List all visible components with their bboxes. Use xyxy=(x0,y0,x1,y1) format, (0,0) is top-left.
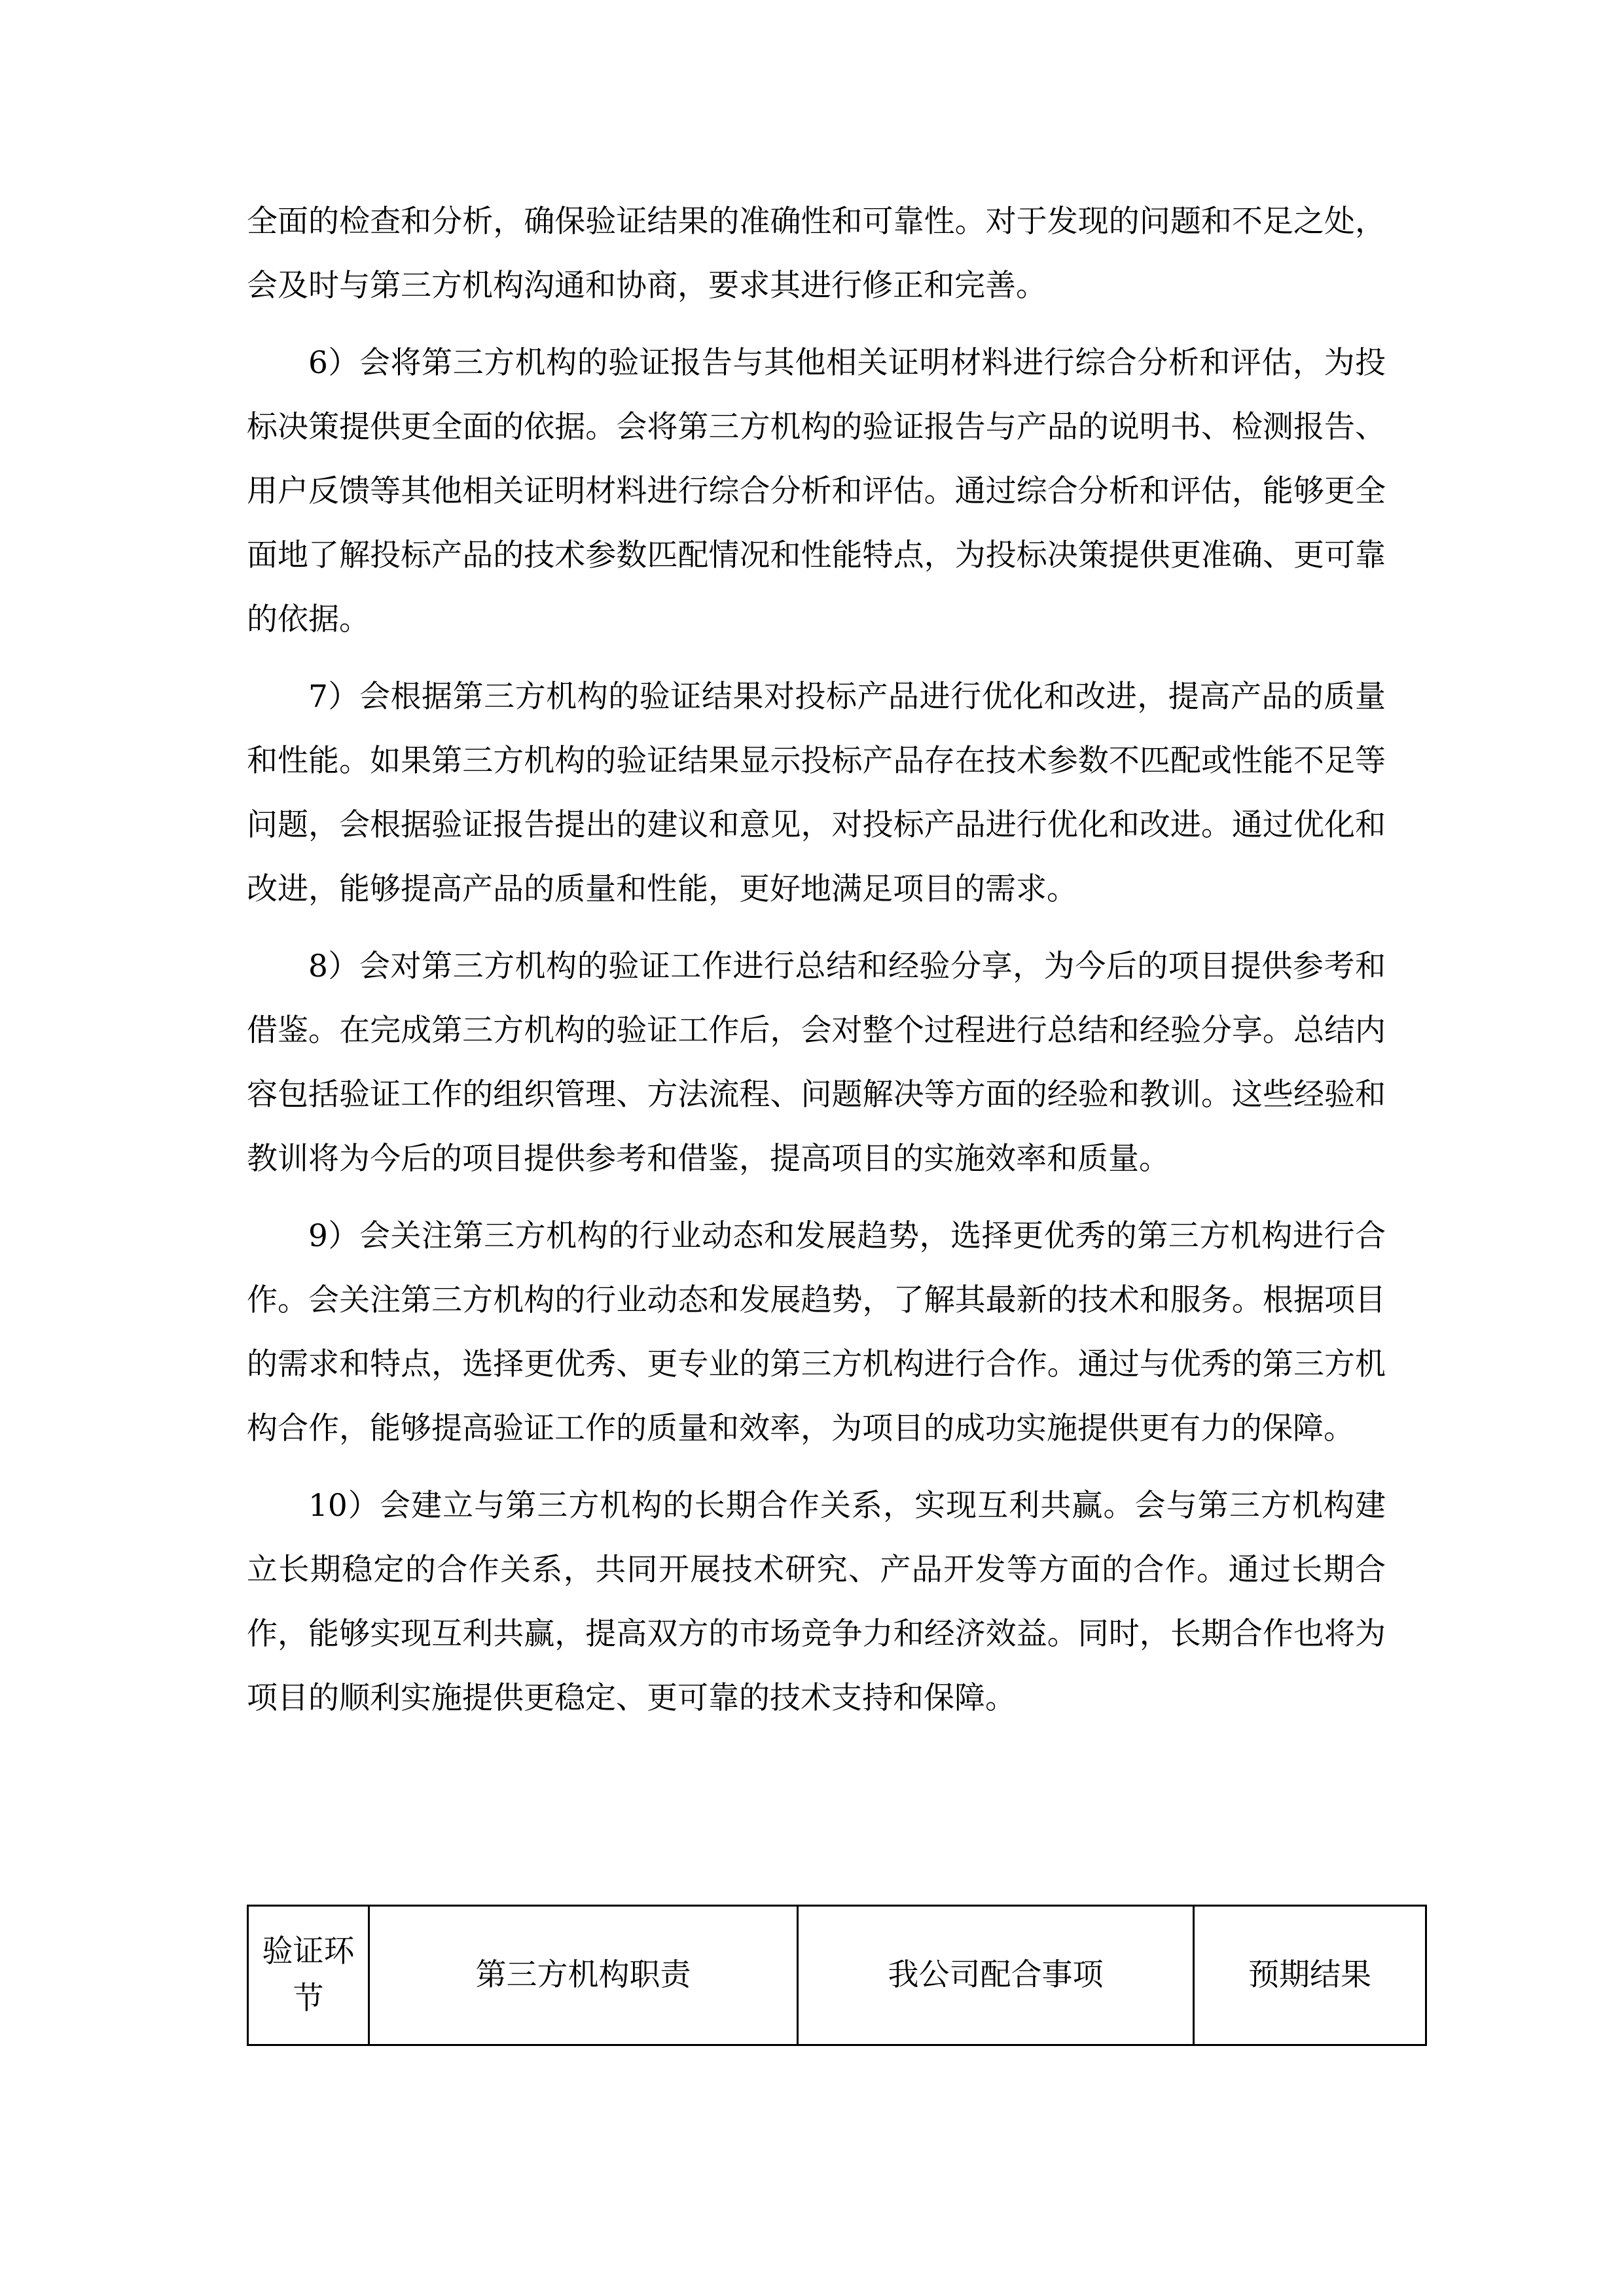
paragraph-item-8: 8）会对第三方机构的验证工作进行总结和经验分享，为今后的项目提供参考和借鉴。在完成第三方机构的验证工作后，会对整个过程进行总结和经验分享。总结内容包括验证工作的组织管理、方法流程、问题解决等方面的经验和教训。这些经验和教训将为今后的项目提供参考和借鉴，提高项目的实施效率和质量。 xyxy=(247,948,1386,1177)
paragraph-continuation: 全面的检查和分析，确保验证结果的准确性和可靠性。对于发现的问题和不足之处，会及时与第三方机构沟通和协商，要求其进行修正和完善。 xyxy=(247,204,1386,304)
table-header-row xyxy=(248,1906,1426,2045)
header-expected-result: 预期结果 xyxy=(1194,1906,1426,2045)
header-third-party-duties: 第三方机构职责 xyxy=(369,1906,798,2045)
header-verification-stage: 验证环节 xyxy=(248,1906,369,2045)
paragraph-item-10: 10）会建立与第三方机构的长期合作关系，实现互利共赢。会与第三方机构建立长期稳定的合作关系，共同开展技术研究、产品开发等方面的合作。通过长期合作，能够实现互利共赢，提高双方的市场竞争力和经济效益。同时，长期合作也将为项目的顺利实施提供更稳定、更可靠的技术支持和保障。 xyxy=(247,1488,1386,1716)
paragraph-item-9: 9）会关注第三方机构的行业动态和发展趋势，选择更优秀的第三方机构进行合作。会关注第三方机构的行业动态和发展趋势，了解其最新的技术和服务。根据项目的需求和特点，选择更优秀、更专业的第三方机构进行合作。通过与优秀的第三方机构合作，能够提高验证工作的质量和效率，为项目的成功实施提供更有力的保障。 xyxy=(247,1218,1386,1446)
paragraph-item-7: 7）会根据第三方机构的验证结果对投标产品进行优化和改进，提高产品的质量和性能。如果第三方机构的验证结果显示投标产品存在技术参数不匹配或性能不足等问题，会根据验证报告提出的建议和意见，对投标产品进行优化和改进。通过优化和改进，能够提高产品的质量和性能，更好地满足项目的需求。 xyxy=(247,679,1386,907)
document-body xyxy=(247,190,1386,1744)
verification-table xyxy=(247,1905,1427,2046)
header-company-cooperation: 我公司配合事项 xyxy=(798,1906,1194,2045)
paragraph-item-6: 6）会将第三方机构的验证报告与其他相关证明材料进行综合分析和评估，为投标决策提供更全面的依据。会将第三方机构的验证报告与产品的说明书、检测报告、用户反馈等其他相关证明材料进行综合分析和评估。通过综合分析和评估，能够更全面地了解投标产品的技术参数匹配情况和性能特点，为投标决策提供更准确、更可靠的依据。 xyxy=(247,345,1386,637)
